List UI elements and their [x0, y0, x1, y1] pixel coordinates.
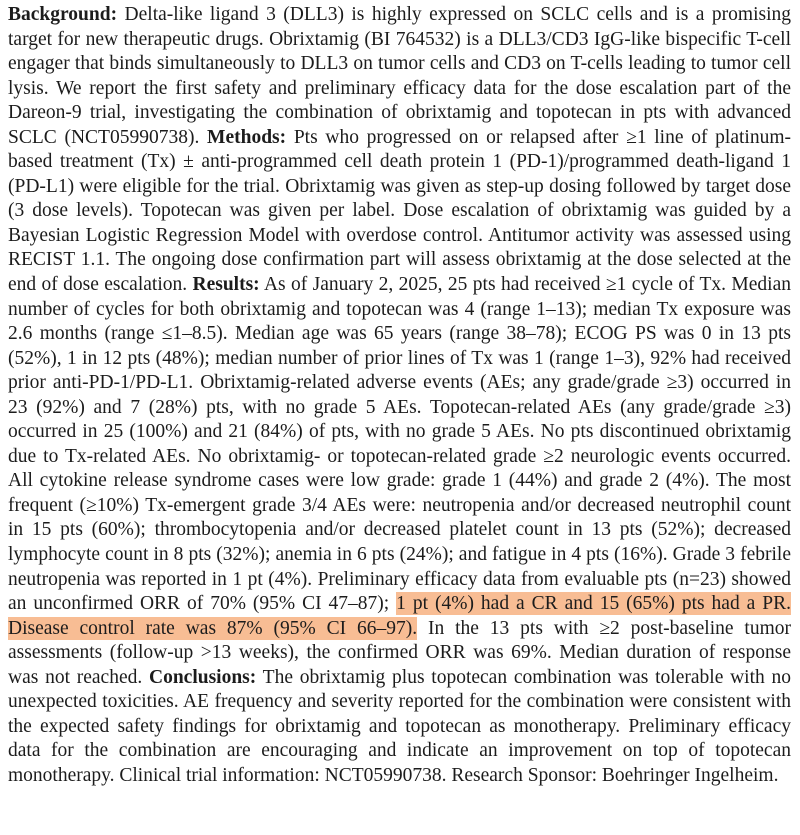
- results-section-text-continued: In the 13 pts with ≥2 post-baseline tumor assessments (follow-up >13 weeks), the confirmed ORR was 69%. Median duration of response was not reached.: [8, 617, 791, 688]
- background-section-text: Delta-like ligand 3 (DLL3) is highly expressed on SCLC cells and is a promising target for new therapeutic drugs. Obrixtamig (BI 764532) is a DLL3/CD3 IgG-like bispecific T-cell engager that binds simultaneously to DLL3 on tumor cells and CD3 on T-cells leading to tumor cell lysis. We report the first safety and preliminary efficacy data for the dose escalation part of the Dareon-9 trial, investigating the combination of obrixtamig and topotecan in pts with advanced SCLC (NCT05990738).: [8, 4, 791, 148]
- section-label-results: Results:: [192, 274, 260, 296]
- section-label-background: Background:: [8, 4, 118, 25]
- section-label-conclusions: Conclusions:: [148, 666, 257, 688]
- highlighted-efficacy-text: 1 pt (4%) had a CR and 15 (65%) pts had a PR. Disease control rate was 87% (95% CI 66–97).: [8, 593, 791, 639]
- methods-section-text: Pts who progressed on or relapsed after ≥1 line of platinum-based treatment (Tx) ± anti-programmed cell death protein 1 (PD-1)/programmed death-ligand 1 (PD-L1) were eligible for the trial. Obrixtamig was given as step-up dosing followed by target dose (3 dose levels). Topotecan was given per label. Dose escalation of obrixtamig was guided by a Bayesian Logistic Regression Model with overdose control. Antitumor activity was assessed using RECIST 1.1. The ongoing dose confirmation part will assess obrixtamig at the dose selected at the end of dose escalation.: [8, 126, 791, 296]
- section-label-methods: Methods:: [207, 126, 287, 148]
- results-section-text: As of January 2, 2025, 25 pts had received ≥1 cycle of Tx. Median number of cycles for both obrixtamig and topotecan was 4 (range 1–13); median Tx exposure was 2.6 months (range ≤1–8.5). Median age was 65 years (range 38–78); ECOG PS was 0 in 13 pts (52%), 1 in 12 pts (48%); median number of prior lines of Tx was 1 (range 1–3), 92% had received prior anti-PD-1/PD-L1. Obrixtamig-related adverse events (AEs; any grade/grade ≥3) occurred in 23 (92%) and 7 (28%) pts, with no grade 5 AEs. Topotecan-related AEs (any grade/grade ≥3) occurred in 25 (100%) and 21 (84%) of pts, with no grade 5 AEs. No pts discontinued obrixtamig due to Tx-related AEs. No obrixtamig- or topotecan-related grade ≥2 neurologic events occurred. All cytokine release syndrome cases were low grade: grade 1 (44%) and grade 2 (4%). The most frequent (≥10%) Tx-emergent grade 3/4 AEs were: neutropenia and/or decreased neutrophil count in 15 pts (60%); thrombocytopenia and/or decreased platelet count in 13 pts (52%); decreased lymphocyte count in 8 pts (32%); anemia in 6 pts (24%); and fatigue in 4 pts (16%). Grade 3 febrile neutropenia was reported in 1 pt (4%). Preliminary efficacy data from evaluable pts (n=23) showed an unconfirmed ORR of 70% (95% CI 47–87);: [8, 274, 791, 615]
- conclusions-section-text: The obrixtamig plus topotecan combination was tolerable with no unexpected toxicities. AE frequency and severity reported for the combination were consistent with the expected safety findings for obrixtamig and topotecan as monotherapy. Preliminary efficacy data for the combination are encouraging and indicate an improvement on top of topotecan monotherapy. Clinical trial information: NCT05990738. Research Sponsor: Boehringer Ingelheim.: [8, 666, 792, 786]
